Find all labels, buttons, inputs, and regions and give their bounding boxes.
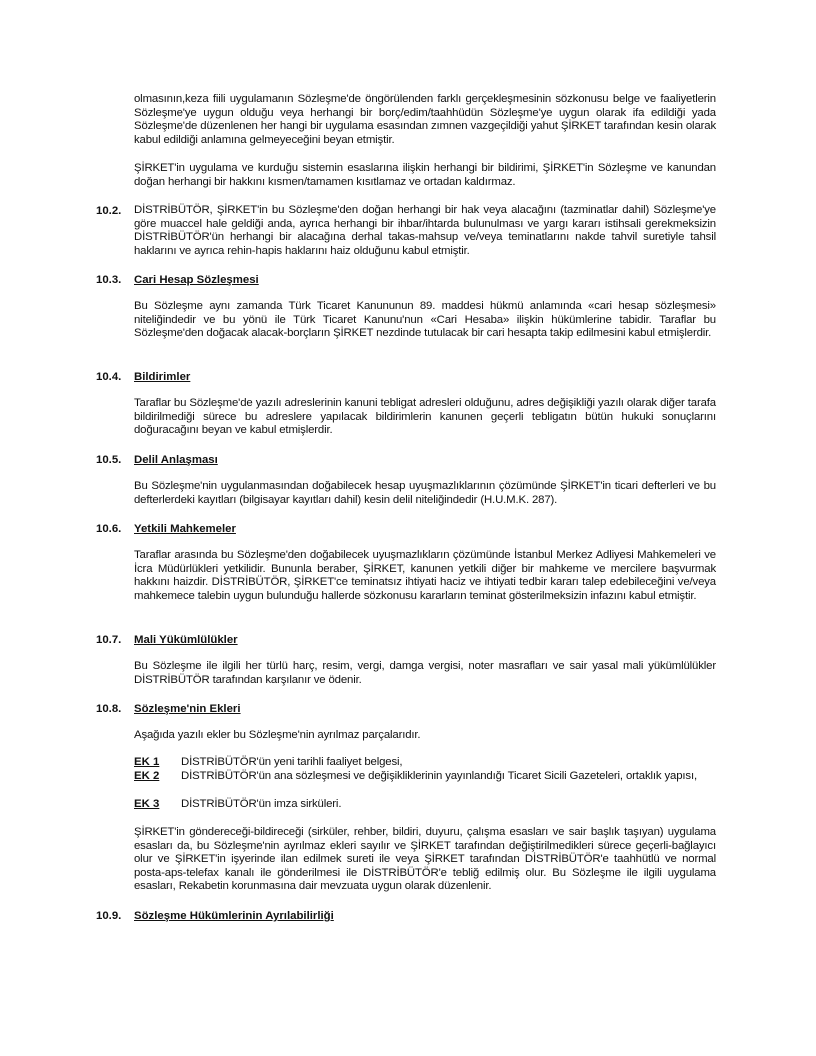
- section-heading: Bildirimler: [134, 371, 191, 383]
- annex-label: EK 2: [134, 770, 160, 782]
- section-heading: Cari Hesap Sözleşmesi: [134, 274, 259, 286]
- annex-label: EK 3: [134, 798, 160, 810]
- section-paragraph: Aşağıda yazılı ekler bu Sözleşme'nin ayrılmaz parçalarıdır.: [134, 729, 421, 741]
- section-number: 10.5.: [96, 454, 122, 466]
- section-number: 10.9.: [96, 910, 122, 922]
- section-paragraph: Taraflar arasında bu Sözleşme'den doğabilecek uyuşmazlıkların çözümünde İstanbul Merkez Adliyesi Mahkemeleri ve İcra Müdürlükleri yetkilidir. Bununla beraber, ŞİRKET, kanunen yetkili diğer bir mahkeme ve mercilere başvurmak hakkını haizdir. DİSTRİBÜTÖR, ŞİRKET'ce teminatsız ihtiyati haciz ve ihtiyati tedbir kararı talep edebileceğini ve/veya mahkemece talebin uygun bulunduğu hallerde sözkonusu kararların teminat gösterilmeksizin infazını kabul etmiştir.: [134, 549, 716, 602]
- annex-text: DİSTRİBÜTÖR'ün ana sözleşmesi ve değişikliklerinin yayınlandığı Ticaret Sicili Gazeteleri, ortaklık yapısı,: [181, 770, 697, 782]
- section-number: 10.8.: [96, 703, 122, 715]
- section-heading: Mali Yükümlülükler: [134, 634, 238, 646]
- section-heading: Yetkili Mahkemeler: [134, 523, 236, 535]
- section-number: 10.3.: [96, 274, 122, 286]
- annex-label: EK 1: [134, 756, 160, 768]
- intro-paragraph-2: ŞİRKET'in uygulama ve kurduğu sistemin esaslarına ilişkin herhangi bir bildirimi, ŞİRKET'in Sözleşme ve kanundan doğan herhangi bir hakkını kısmen/tamamen kısıtlamaz ve ortadan kaldırmaz.: [134, 162, 716, 188]
- section-number: 10.6.: [96, 523, 122, 535]
- closing-paragraph: ŞİRKET'in göndereceği-bildireceği (sirküler, rehber, bildiri, duyuru, çalışma esasları ve sair başlık taşıyan) uygulama esasları da, bu Sözleşme'nin ayrılmaz ekleri sayılır ve ŞİRKET tarafından değiştirilmedikleri sürece geçerli-bağlayıcı olur ve ŞİRKET'in işyerinde ilan edilmek sureti ile veya ŞİRKET tarafından DİSTRİBÜTÖR'e taahhütlü ve normal posta-aps-telefax kanalı ile gönderilmesi ile DİSTRİBÜTÖR'e tebliğ edilmiş olur. Bu Sözleşme ile ilgili uygulama esasları, Rekabetin korunmasına dair mevzuata uygun olarak düzenlenir.: [134, 826, 716, 893]
- section-paragraph: Taraflar bu Sözleşme'de yazılı adreslerinin kanuni tebligat adresleri olduğunu, adres değişikliği yazılı olarak diğer tarafa bildirilmediği sürece bu adreslere yapılacak bildirimlerin kanunen geçerli tebligatın bütün hukuki sonuçlarını doğuracağını beyan ve kabul etmişlerdir.: [134, 397, 716, 437]
- section-paragraph: Bu Sözleşme aynı zamanda Türk Ticaret Kanununun 89. maddesi hükmü anlamında «cari hesap sözleşmesi» niteliğindedir ve bu yönü ile Türk Ticaret Kanunu'nun «Cari Hesaba» ilişkin hükümlerine tabidir. Taraflar bu Sözleşme'den doğacak alacak-borçların ŞİRKET nezdinde tutulacak bir cari hesapta takip edilmesini kabul etmişlerdir.: [134, 300, 716, 340]
- section-paragraph: DİSTRİBÜTÖR, ŞİRKET'in bu Sözleşme'den doğan herhangi bir hak veya alacağını (tazminatlar dahil) Sözleşme'ye göre muaccel hale geldiği anda, ayrıca herhangi bir ihbar/ihtarda bulunulması ve yargı kararı istihsali gerekmeksizin DİSTRİBÜTÖR'ün herhangi bir alacağına derhal takas-mahsup ve/veya teminatlarını nakde tahvil suretiyle tahsil haklarını ve ayrıca rehin-hapis haklarını haiz olduğunu kabul etmiştir.: [134, 204, 716, 257]
- section-heading: Sözleşme Hükümlerinin Ayrılabilirliği: [134, 910, 334, 922]
- annex-text: DİSTRİBÜTÖR'ün yeni tarihli faaliyet belgesi,: [181, 756, 403, 768]
- intro-paragraph-1: olmasının,keza fiili uygulamanın Sözleşme'de öngörülenden farklı gerçekleşmesinin sözkonusu belge ve faaliyetlerin Sözleşme'ye uygun olduğu veya herhangi bir borç/edim/taahhüdün Sözleşme'ye uygun olarak ifa edildiği yada Sözleşme'de düzenlenen her hangi bir uygulama esasından zımnen vazgeçildiği yahut ŞİRKET tarafından kesin olarak kabul edildiği anlamına gelmeyeceğini beyan etmiştir.: [134, 93, 716, 146]
- section-heading: Sözleşme'nin Ekleri: [134, 703, 241, 715]
- section-paragraph: Bu Sözleşme ile ilgili her türlü harç, resim, vergi, damga vergisi, noter masrafları ve sair yasal mali yükümlülükler DİSTRİBÜTÖR tarafından karşılanır ve ödenir.: [134, 660, 716, 686]
- section-number: 10.2.: [96, 205, 122, 217]
- section-number: 10.7.: [96, 634, 122, 646]
- section-paragraph: Bu Sözleşme'nin uygulanmasından doğabilecek hesap uyuşmazlıklarının çözümünde ŞİRKET'in ticari defterleri ve bu defterlerdeki kayıtları (bilgisayar kayıtları dahil) kesin delil niteliğindedir (H.U.M.K. 287).: [134, 480, 716, 506]
- section-heading: Delil Anlaşması: [134, 454, 218, 466]
- section-number: 10.4.: [96, 371, 122, 383]
- annex-text: DİSTRİBÜTÖR'ün imza sirküleri.: [181, 798, 342, 810]
